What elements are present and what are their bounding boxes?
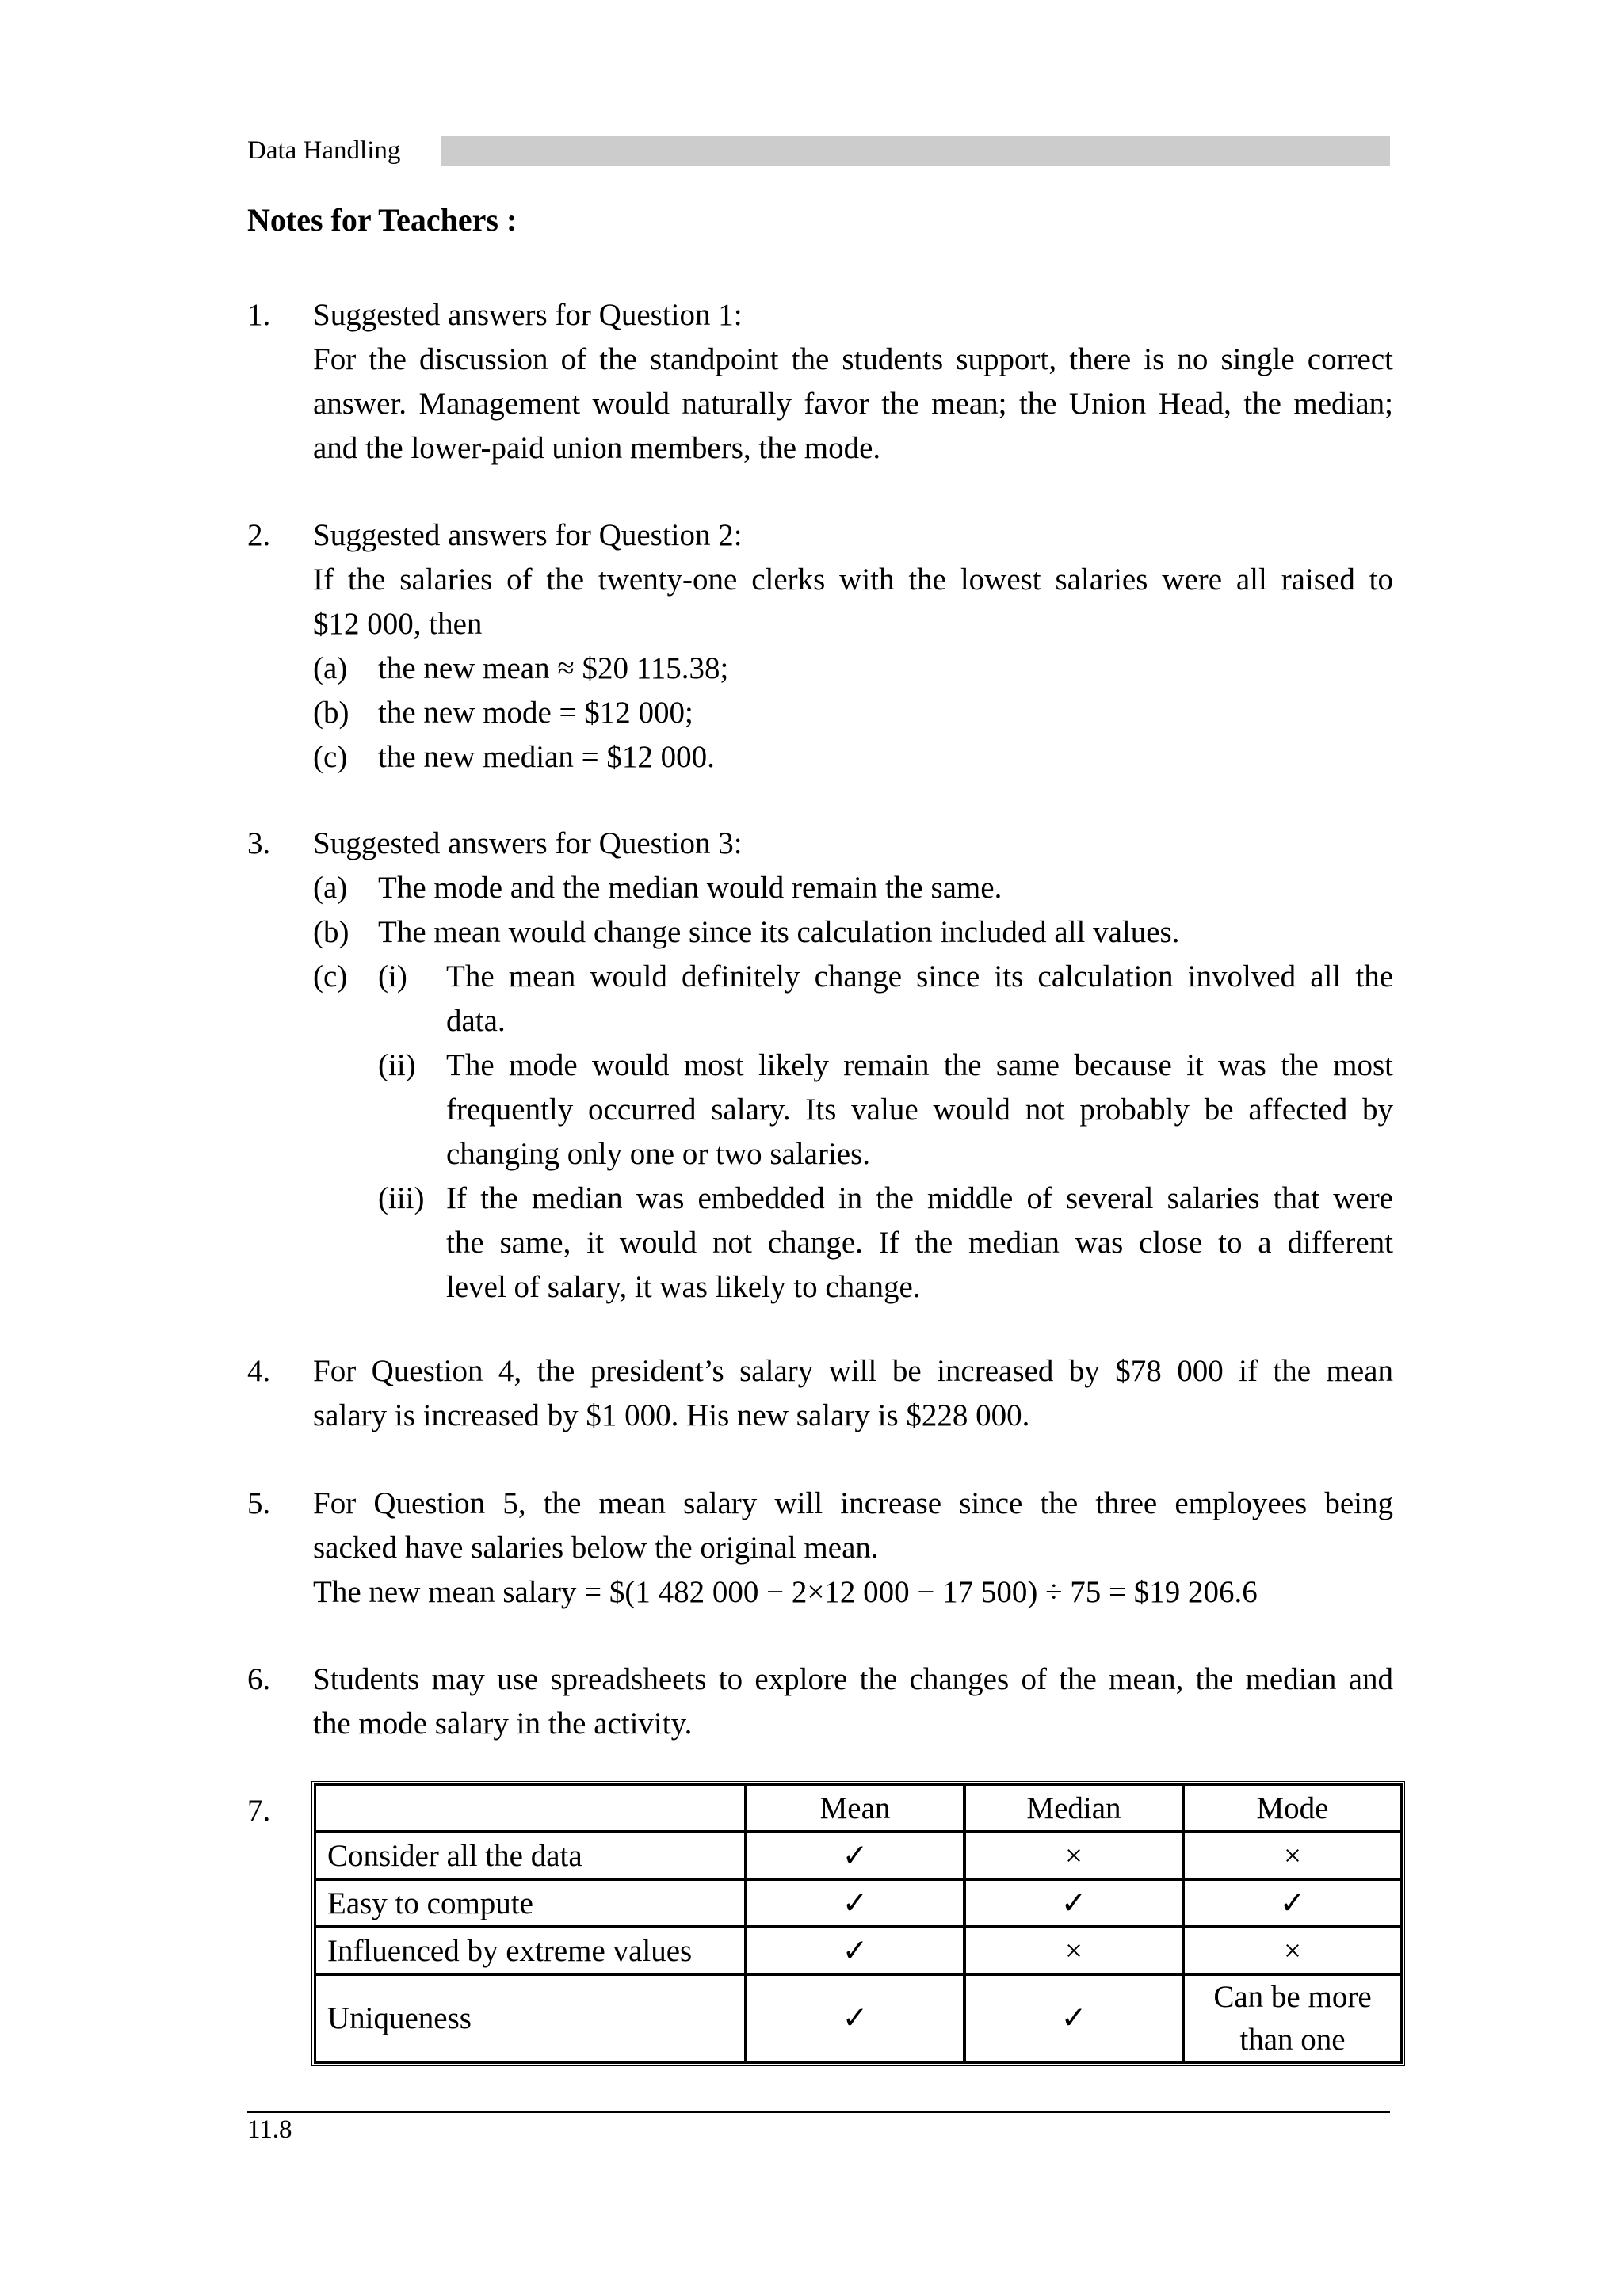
table-cell: ✓ xyxy=(964,1879,1183,1927)
table-row xyxy=(315,1832,1402,1879)
note-item-6 xyxy=(247,1657,1393,1746)
sub-text: The mean would change since its calculation included all values. xyxy=(378,915,1180,949)
item-number: 4. xyxy=(247,1354,271,1388)
comparison-table xyxy=(311,1781,1405,2066)
notes-title: Notes for Teachers : xyxy=(247,202,517,238)
sub-label: (a) xyxy=(313,651,348,685)
roman-label: (i) xyxy=(378,959,407,994)
sub-label: (b) xyxy=(313,696,349,730)
table-cell: ✓ xyxy=(964,1974,1183,2063)
note-item-1 xyxy=(247,293,1393,471)
item-heading: Suggested answers for Question 2: xyxy=(313,518,743,552)
sub-item xyxy=(313,735,1393,780)
table-cell: Uniqueness xyxy=(315,1974,746,2063)
item-number: 5. xyxy=(247,1486,271,1520)
table-header-row xyxy=(315,1784,1402,1832)
table-row xyxy=(315,1879,1402,1927)
note-item-3 xyxy=(247,822,1393,1310)
sub-item xyxy=(313,910,1393,955)
item-line: For Question 5, the mean salary will increase since the three employees being xyxy=(313,1486,1393,1520)
item-line: the mode salary in the activity. xyxy=(313,1707,693,1741)
item-line: answer. Management would naturally favor the mean; the Union Head, the median; xyxy=(313,387,1393,421)
table-row xyxy=(315,1974,1402,2063)
table-header-cell xyxy=(315,1784,746,1832)
cell-line: Can be more xyxy=(1213,1980,1372,2014)
comparison-table-wrap xyxy=(311,1781,1405,2066)
sub-item xyxy=(313,691,1393,735)
table-cell: Consider all the data xyxy=(315,1832,746,1879)
table-cell: ✓ xyxy=(1183,1879,1402,1927)
table-cell: × xyxy=(1183,1927,1402,1974)
sub-label: (c) xyxy=(313,959,348,994)
table-header-cell: Median xyxy=(964,1784,1183,1832)
table-cell: ✓ xyxy=(746,1974,964,2063)
roman-label: (ii) xyxy=(378,1048,416,1082)
sub-item xyxy=(313,866,1393,910)
table-header-cell: Mean xyxy=(746,1784,964,1832)
roman-line: the same, it would not change. If the median was close to a different xyxy=(446,1226,1393,1260)
cell-line: than one xyxy=(1239,2023,1346,2057)
sub-text: the new mode = $12 000; xyxy=(378,696,693,730)
item-heading: Suggested answers for Question 3: xyxy=(313,826,743,860)
roman-line: level of salary, it was likely to change. xyxy=(446,1270,921,1304)
table-cell: × xyxy=(1183,1832,1402,1879)
footer-rule xyxy=(247,2111,1390,2113)
sub-label: (b) xyxy=(313,915,349,949)
table-cell: ✓ xyxy=(746,1927,964,1974)
note-item-5 xyxy=(247,1482,1393,1615)
item-line: For the discussion of the standpoint the students support, there is no single correct xyxy=(313,342,1393,376)
item-number: 3. xyxy=(247,826,271,860)
sub-item xyxy=(313,646,1393,691)
sub-text: the new mean ≈ $20 115.38; xyxy=(378,651,729,685)
sub-text: The mode and the median would remain the same. xyxy=(378,871,1002,905)
note-item-4 xyxy=(247,1349,1393,1438)
item-line: salary is increased by $1 000. His new salary is $228 000. xyxy=(313,1398,1030,1432)
table-cell: ✓ xyxy=(746,1832,964,1879)
item-heading: Suggested answers for Question 1: xyxy=(313,298,743,332)
item-line: Students may use spreadsheets to explore the changes of the mean, the median and xyxy=(313,1662,1393,1696)
roman-line: The mean would definitely change since its calculation involved all the xyxy=(446,959,1393,994)
roman-line: The mode would most likely remain the same because it was the most xyxy=(446,1048,1393,1082)
table-row xyxy=(315,1927,1402,1974)
roman-line: changing only one or two salaries. xyxy=(446,1137,871,1171)
roman-line: frequently occurred salary. Its value would not probably be affected by xyxy=(446,1093,1393,1127)
header-title: Data Handling xyxy=(247,136,401,165)
roman-item xyxy=(313,1177,1393,1310)
table-header-cell: Mode xyxy=(1183,1784,1402,1832)
roman-label: (iii) xyxy=(378,1181,425,1215)
item-number: 1. xyxy=(247,298,271,332)
item-line: If the salaries of the twenty-one clerks with the lowest salaries were all raised to xyxy=(313,563,1393,597)
item-number: 2. xyxy=(247,518,271,552)
item-line: For Question 4, the president’s salary will be increased by $78 000 if the mean xyxy=(313,1354,1393,1388)
item-number: 6. xyxy=(247,1662,271,1696)
table-cell: Influenced by extreme values xyxy=(315,1927,746,1974)
item-line: $12 000, then xyxy=(313,607,483,641)
roman-item xyxy=(313,955,1393,1043)
roman-line: data. xyxy=(446,1004,506,1038)
page-number: 11.8 xyxy=(247,2115,292,2144)
item-number: 7. xyxy=(247,1794,271,1828)
roman-item xyxy=(313,1043,1393,1177)
table-cell: ✓ xyxy=(746,1879,964,1927)
roman-line: If the median was embedded in the middle of several salaries that were xyxy=(446,1181,1393,1215)
sub-label: (c) xyxy=(313,740,348,774)
note-item-2 xyxy=(247,513,1393,780)
sub-text: the new median = $12 000. xyxy=(378,740,715,774)
page-header xyxy=(247,133,1390,173)
table-cell: × xyxy=(964,1927,1183,1974)
table-cell: × xyxy=(964,1832,1183,1879)
table-cell-multiline xyxy=(1183,1974,1402,2063)
header-bar xyxy=(441,136,1390,166)
item-line: The new mean salary = $(1 482 000 − 2×12 000 − 17 500) ÷ 75 = $19 206.6 xyxy=(313,1575,1258,1609)
table-cell: Easy to compute xyxy=(315,1879,746,1927)
sub-label: (a) xyxy=(313,871,348,905)
item-line: and the lower-paid union members, the mode. xyxy=(313,431,881,465)
item-line: sacked have salaries below the original mean. xyxy=(313,1531,879,1565)
